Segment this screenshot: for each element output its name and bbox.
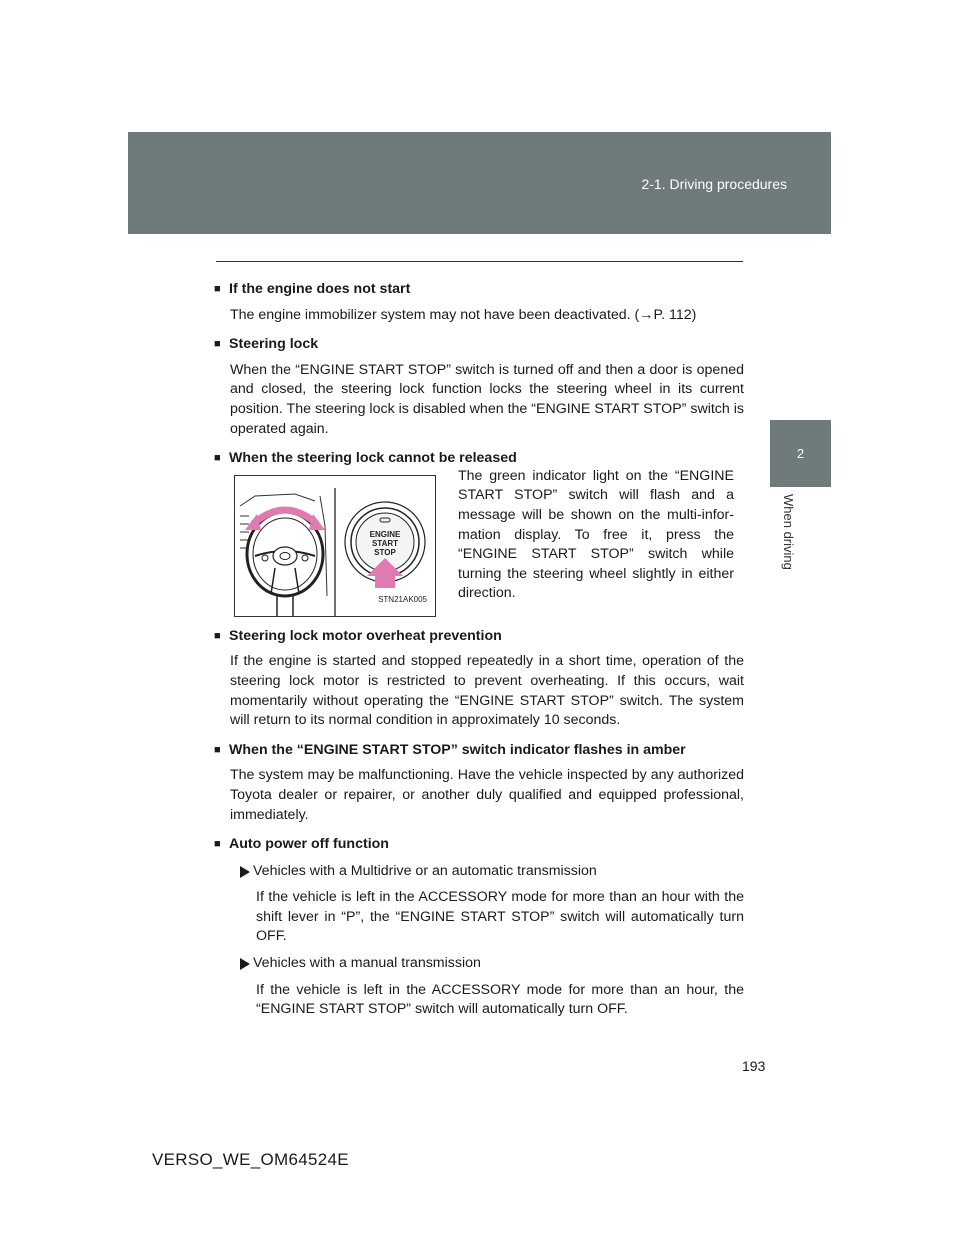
chapter-label-wrap bbox=[781, 494, 872, 570]
section-title: 2-1. Driving procedures bbox=[641, 176, 787, 192]
heading-amber-indicator: ■ When the “ENGINE START STOP” switch indicator flashes in amber bbox=[214, 741, 744, 761]
button-text-line1: ENGINE bbox=[369, 529, 401, 539]
page-number: 193 bbox=[742, 1058, 766, 1074]
heading-auto-power-off: ■ Auto power off function bbox=[214, 835, 744, 855]
triangle-right-icon bbox=[240, 866, 250, 878]
header-bar bbox=[128, 132, 831, 234]
chapter-tab bbox=[770, 420, 831, 487]
triangle-right-icon bbox=[240, 958, 250, 970]
para-steering-lock: When the “ENGINE START STOP” switch is turned off and then a door is opened and closed, the steering lock function locks the steering wheel in its current position. The steering lock is disabled when the “ENGINE START STOP” switch is operated again. bbox=[230, 361, 744, 437]
chapter-label: When driving bbox=[781, 494, 796, 570]
square-bullet-icon: ■ bbox=[214, 283, 221, 295]
heading-steering-lock: ■ Steering lock bbox=[214, 335, 744, 355]
top-rule bbox=[216, 261, 743, 262]
para-overheat: If the engine is started and stopped repeatedly in a short time, operation of the steering lock motor is restricted to prevent overheating. If this occurs, wait momentarily without operating the “ENGINE START STOP” switch. The system will return to its normal condition in approximately 10 seconds. bbox=[230, 653, 744, 729]
heading-engine-not-start: ■ If the engine does not start bbox=[214, 280, 744, 300]
button-text-line3: STOP bbox=[374, 547, 396, 557]
square-bullet-icon: ■ bbox=[214, 338, 221, 351]
square-bullet-icon: ■ bbox=[214, 838, 221, 851]
figure-caption: The green indicator light on the “ENGINE START STOP” switch will flash and a message will be shown on the multi-infor-mation display. To free it, press the “ENGINE START STOP” switch while turning the steering wheel slightly in either direction. bbox=[458, 467, 734, 602]
figure-row bbox=[214, 467, 744, 617]
figure-code: STN21AK005 bbox=[378, 595, 427, 605]
para-engine-not-start: The engine immobilizer system may not have been deactivated. (→P. 112) bbox=[230, 306, 697, 323]
square-bullet-icon: ■ bbox=[214, 743, 221, 756]
heading-overheat: ■ Steering lock motor overheat prevention bbox=[214, 627, 744, 647]
sub-label-multidrive: Vehicles with a Multidrive or an automatic transmission bbox=[214, 862, 744, 882]
sub-label-manual: Vehicles with a manual transmission bbox=[214, 954, 744, 974]
document-code: VERSO_WE_OM64524E bbox=[152, 1150, 349, 1169]
chapter-number: 2 bbox=[796, 446, 805, 461]
subpara-multidrive: If the vehicle is left in the ACCESSORY mode for more than an hour with the shift lever in “P”, the “ENGINE START STOP” switch will automatically turn OFF. bbox=[256, 889, 744, 945]
heading-lock-cannot-release: ■ When the steering lock cannot be released bbox=[214, 449, 744, 469]
square-bullet-icon: ■ bbox=[214, 629, 221, 642]
main-content bbox=[214, 280, 744, 1020]
para-amber-indicator: The system may be malfunctioning. Have the vehicle inspected by any authorized Toyota dealer or repairer, or another duly qualified and equipped professional, immediately. bbox=[230, 767, 744, 823]
steering-figure bbox=[234, 475, 436, 617]
subpara-manual: If the vehicle is left in the ACCESSORY mode for more than an hour, the “ENGINE START STOP” switch will automatically turn OFF. bbox=[256, 981, 744, 1018]
square-bullet-icon: ■ bbox=[214, 452, 221, 465]
button-text-line2: START bbox=[371, 538, 399, 548]
